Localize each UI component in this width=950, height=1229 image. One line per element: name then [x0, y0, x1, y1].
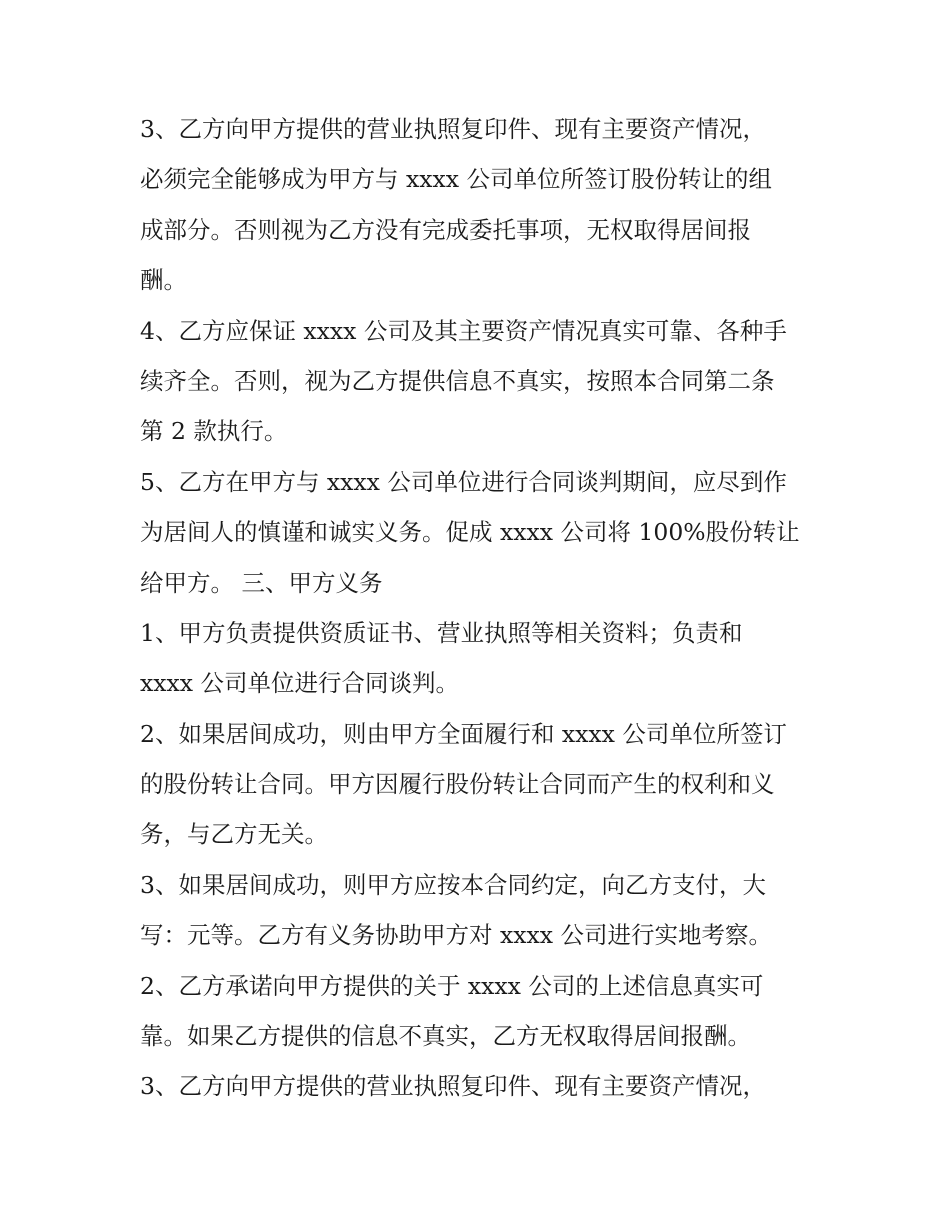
text-line: 续齐全。否则，视为乙方提供信息不真实，按照本合同第二条: [140, 366, 775, 395]
text-line: 2、乙方承诺向甲方提供的关于 xxxx 公司的上述信息真实可: [140, 971, 764, 1000]
text-line: 必须完全能够成为甲方与 xxxx 公司单位所签订股份转让的组: [140, 165, 772, 194]
text-line: 酬。: [140, 266, 187, 295]
text-line: 为居间人的慎谨和诚实义务。促成 xxxx 公司将 100%股份转让: [140, 518, 800, 547]
text-line: 成部分。否则视为乙方没有完成委托事项，无权取得居间报: [140, 215, 751, 244]
text-line: 靠。如果乙方提供的信息不真实，乙方无权取得居间报酬。: [140, 1022, 751, 1051]
text-line: 4、乙方应保证 xxxx 公司及其主要资产情况真实可靠、各种手: [140, 316, 787, 345]
text-line: 写：元等。乙方有义务协助甲方对 xxxx 公司进行实地考察。: [140, 921, 772, 950]
text-line: 给甲方。 三、甲方义务: [140, 568, 383, 597]
text-line: 2、如果居间成功，则由甲方全面履行和 xxxx 公司单位所签订: [140, 719, 787, 748]
document-body: [140, 104, 820, 1112]
text-line: xxxx 公司单位进行合同谈判。: [140, 669, 459, 698]
text-line: 1、甲方负责提供资质证书、营业执照等相关资料；负责和: [140, 618, 743, 647]
text-line: 务，与乙方无关。: [140, 820, 328, 849]
text-line: 3、乙方向甲方提供的营业执照复印件、现有主要资产情况，: [140, 1072, 766, 1101]
text-line: 5、乙方在甲方与 xxxx 公司单位进行合同谈判期间，应尽到作: [140, 467, 787, 496]
text-line: 3、乙方向甲方提供的营业执照复印件、现有主要资产情况，: [140, 115, 766, 143]
text-line: 3、如果居间成功，则甲方应按本合同约定，向乙方支付，大: [140, 870, 766, 899]
text-line: 的股份转让合同。甲方因履行股份转让合同而产生的权利和义: [140, 770, 775, 799]
text-line: 第 2 款执行。: [140, 417, 288, 446]
